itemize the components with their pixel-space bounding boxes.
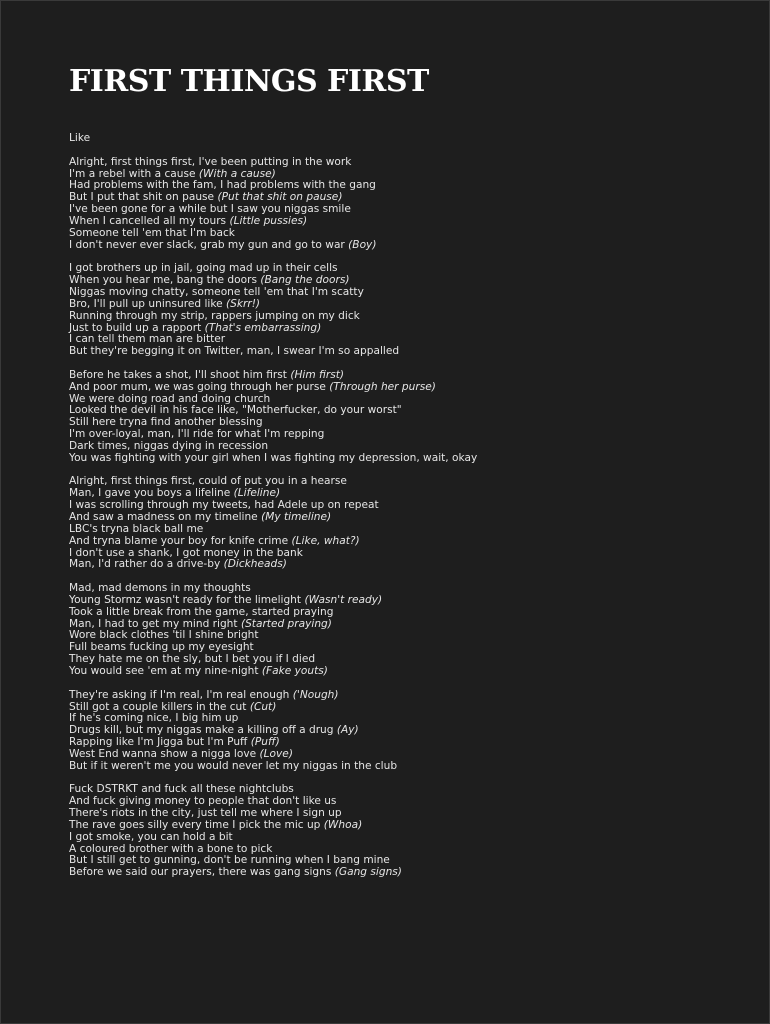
lyric-line [69,666,749,678]
lyric-text: And fuck giving money to people that don't like us [69,795,337,808]
lyric-line [69,453,749,465]
lyric-text: But if it weren't me you would never let my niggas in the club [69,759,398,772]
lyric-text: Had problems with the fam, I had problems with the gang [69,179,376,192]
lyric-text: Niggas moving chatty, someone tell 'em that I'm scatty [69,285,364,298]
lyric-text: Full beams fucking up my eyesight [69,641,254,654]
lyric-text: Bro, I'll pull up uninsured like [69,297,223,310]
lyric-text: Someone tell 'em that I'm back [69,226,235,239]
lyric-adlib: (Gang signs) [334,866,402,879]
lyric-adlib: (Dickheads) [223,558,287,571]
lyric-text: Mad, mad demons in my thoughts [69,582,251,595]
intro-line: Like [69,132,91,144]
lyric-text: LBC's tryna black ball me [69,522,204,535]
lyric-text: Just to build up a rapport [69,321,202,334]
lyric-text: Looked the devil in his face like, "Motherfucker, do your worst" [69,404,402,417]
lyric-adlib: (Bang the doors) [260,274,350,287]
lyric-text: I got brothers up in jail, going mad up in their cells [69,262,338,275]
lyric-text: When I cancelled all my tours [69,214,227,227]
lyric-adlib: (Lifeline) [233,487,281,500]
lyric-text: I've been gone for a while but I saw you niggas smile [69,203,351,216]
lyric-text: A coloured brother with a bone to pick [69,842,273,855]
lyric-text: I'm over-loyal, man, I'll ride for what I'm repping [69,428,325,441]
lyric-adlib: (Skrr!) [225,297,261,310]
song-title: FIRST THINGS FIRST [69,64,429,99]
lyric-text: Man, I'd rather do a drive-by [69,558,221,571]
lyric-text: Still got a couple killers in the cut [69,700,247,713]
lyric-adlib: (Whoa) [323,818,363,831]
lyric-text: Wore black clothes 'til I shine bright [69,629,259,642]
lyric-line [69,761,749,773]
lyric-line [69,559,749,571]
lyric-adlib: (Puff) [250,736,280,749]
lyric-adlib: (Him first) [290,368,345,381]
lyric-adlib: (Little pussies) [229,214,308,227]
lyric-text: I don't never ever slack, grab my gun and go to war [69,238,345,251]
lyric-text: And tryna blame your boy for knife crime [69,534,289,547]
stanza [69,583,749,678]
lyric-text: Man, I gave you boys a lifeline [69,487,231,500]
lyric-adlib: (Love) [259,747,293,760]
lyric-text: I can tell them man are bitter [69,333,226,346]
lyric-text: Rapping like I'm Jigga but I'm Puff [69,736,248,749]
lyrics-body [69,133,749,891]
lyric-text: Young Stormz wasn't ready for the limelight [69,593,302,606]
lyric-adlib: (My timeline) [261,511,332,523]
lyric-adlib: (That's embarrassing) [204,321,322,334]
lyric-text: But I put that shit on pause [69,191,215,204]
stanza [69,263,749,358]
lyric-text: There's riots in the city, just tell me where I sign up [69,807,342,820]
lyric-text: Fuck DSTRKT and fuck all these nightclubs [69,783,294,796]
lyric-text: We were doing road and doing church [69,392,271,405]
lyric-text: Alright, first things first, could of put you in a hearse [69,475,347,488]
lyric-adlib: (Put that shit on pause) [217,191,343,204]
lyric-text: Alright, first things first, I've been putting in the work [69,155,352,168]
lyric-text: Took a little break from the game, started praying [69,605,334,618]
lyric-adlib: ('Nough) [292,688,339,701]
lyric-text: I don't use a shank, I got money in the bank [69,546,303,559]
lyric-adlib: (With a cause) [198,167,276,180]
lyric-text: They hate me on the sly, but I bet you if I died [69,653,316,666]
lyric-text: And poor mum, we was going through her purse [69,380,326,393]
lyric-adlib: (Like, what?) [291,534,360,547]
lyric-line [69,867,749,879]
lyric-text: Drugs kill, but my niggas make a killing off a drug [69,724,334,737]
lyric-text: West End wanna show a nigga love [69,747,257,760]
lyric-adlib: (Wasn't ready) [304,593,383,606]
lyric-text: Before he takes a shot, I'll shoot him first [69,368,287,381]
lyric-adlib: (Fake youts) [261,664,328,677]
stanza [69,690,749,773]
lyric-text: But they're begging it on Twitter, man, I swear I'm so appalled [69,345,400,358]
lyric-text: Running through my strip, rappers jumping on my dick [69,309,360,322]
stanza [69,370,749,465]
lyric-adlib: (Boy) [348,238,377,251]
lyric-text: I got smoke, you can hold a bit [69,830,233,843]
lyric-text: I was scrolling through my tweets, had Adele up on repeat [69,499,379,512]
lyric-text: The rave goes silly every time I pick the mic up [69,818,321,831]
lyric-adlib: (Through her purse) [329,380,436,393]
lyric-text: Man, I had to get my mind right [69,617,238,630]
lyric-text: They're asking if I'm real, I'm real enough [69,688,290,701]
lyric-text: When you hear me, bang the doors [69,274,257,287]
lyric-adlib: (Started praying) [240,617,332,630]
lyric-text: But I still get to gunning, don't be running when I bang mine [69,854,390,867]
lyric-text: If he's coming nice, I big him up [69,712,239,725]
lyric-line [69,346,749,358]
lyric-line [69,240,749,252]
stanza [69,784,749,879]
lyric-text: You would see 'em at my nine-night [69,664,259,677]
lyric-adlib: (Ay) [336,724,359,737]
lyric-text: You was fighting with your girl when I was fighting my depression, wait, okay [69,451,478,464]
lyric-text: And saw a madness on my timeline [69,511,258,523]
stanza [69,157,749,252]
stanza [69,476,749,571]
lyric-text: Dark times, niggas dying in recession [69,439,269,452]
lyric-text: I'm a rebel with a cause [69,167,196,180]
lyric-text: Still here tryna find another blessing [69,416,263,429]
lyric-text: Before we said our prayers, there was gang signs [69,866,332,879]
lyric-adlib: (Cut) [249,700,277,713]
